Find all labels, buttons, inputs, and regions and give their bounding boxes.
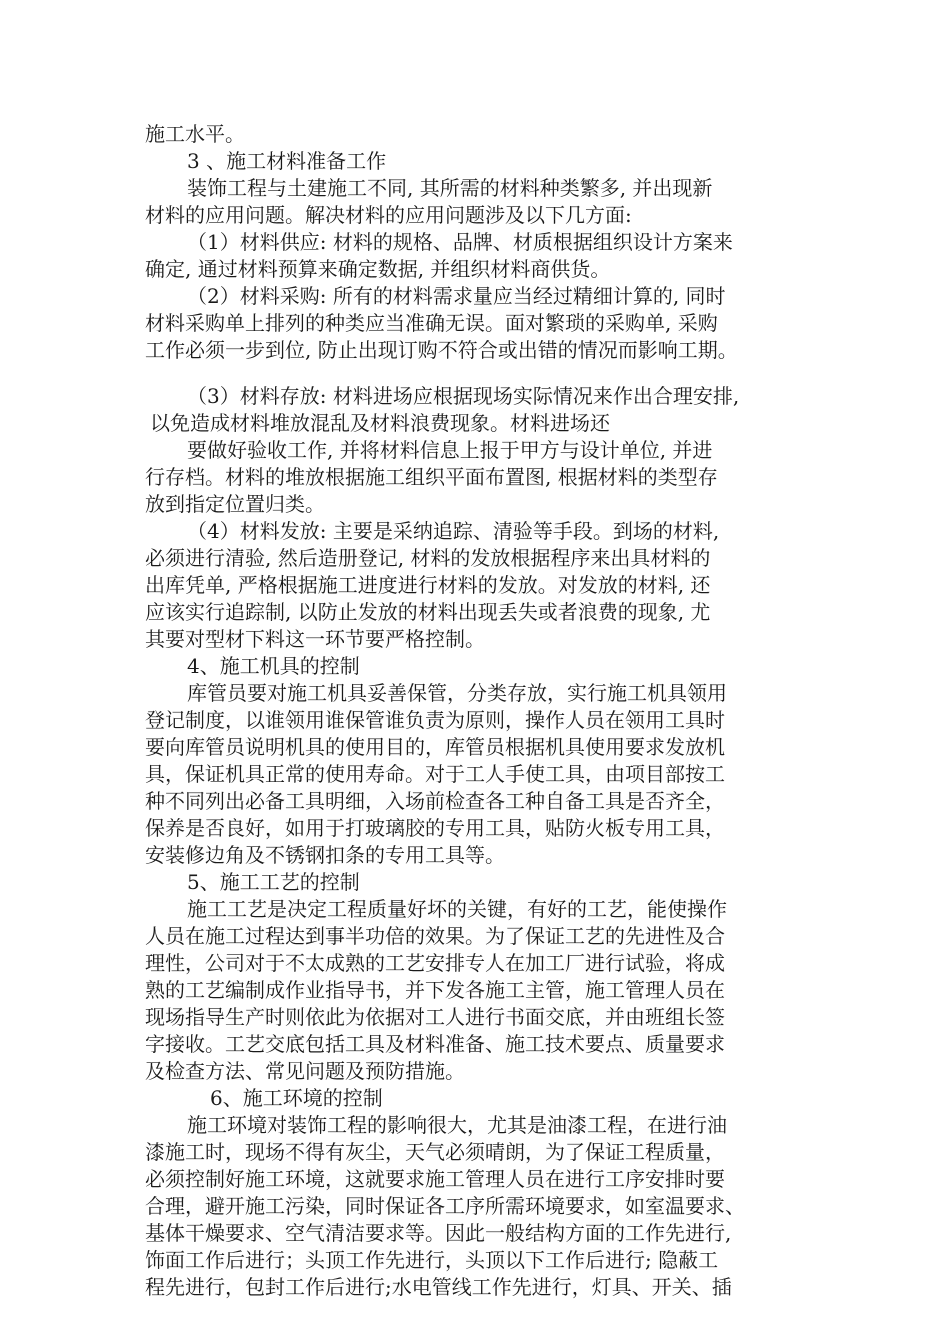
section-heading: 3 、施工材料准备工作 (187, 149, 387, 173)
text-line: 必须进行清验, 然后造册登记, 材料的发放根据程序来出具材料的 (145, 546, 711, 570)
text-line: 饰面工作后进行；头顶工作先进行，头顶以下工作后进行; 隐蔽工 (145, 1248, 719, 1272)
text-line: 确定, 通过材料预算来确定数据, 并组织材料商供货。 (145, 257, 611, 281)
text-line: 施工工艺是决定工程质量好坏的关键，有好的工艺，能使操作 (187, 897, 727, 921)
text-line: 要做好验收工作, 并将材料信息上报于甲方与设计单位, 并进 (187, 438, 713, 462)
text-line: 要向库管员说明机具的使用目的，库管员根据机具使用要求发放机 (145, 735, 725, 759)
text-line: 装饰工程与土建施工不同, 其所需的材料种类繁多, 并出现新 (187, 176, 713, 200)
text-line: 漆施工时，现场不得有灰尘，天气必须晴朗，为了保证工程质量， (145, 1140, 725, 1164)
text-line: 必须控制好施工环境，这就要求施工管理人员在进行工序安排时要 (145, 1167, 725, 1191)
text-line: 其要对型材下料这一环节要严格控制。 (145, 627, 485, 651)
text-line: 合理，避开施工污染，同时保证各工序所需环境要求，如室温要求、 (145, 1194, 745, 1218)
text-line: 应该实行追踪制, 以防止发放的材料出现丢失或者浪费的现象, 尤 (145, 600, 711, 624)
text-line: 具，保证机具正常的使用寿命。对于工人手使工具，由项目部按工 (145, 762, 725, 786)
text-line: 出库凭单, 严格根据施工进度进行材料的发放。对发放的材料, 还 (145, 573, 711, 597)
text-line: 材料的应用问题。解决材料的应用问题涉及以下几方面: (145, 203, 632, 227)
section-heading: 4、施工机具的控制 (187, 654, 360, 678)
text-line: 熟的工艺编制成作业指导书，并下发各施工主管，施工管理人员在 (145, 978, 725, 1002)
text-line: （1）材料供应: 材料的规格、品牌、材质根据组织设计方案来 (187, 230, 733, 254)
text-line: 施工水平。 (145, 122, 245, 146)
text-line: 种不同列出必备工具明细，入场前检查各工种自备工具是否齐全， (145, 789, 725, 813)
text-line: 字接收。工艺交底包括工具及材料准备、施工技术要点、质量要求 (145, 1032, 725, 1056)
text-line: 保养是否良好，如用于打玻璃胶的专用工具，贴防火板专用工具， (145, 816, 725, 840)
text-line: 及检查方法、常见问题及预防措施。 (145, 1059, 465, 1083)
text-line: （3）材料存放: 材料进场应根据现场实际情况来作出合理安排, (187, 384, 740, 408)
text-line: 工作必须一步到位, 防止出现订购不符合或出错的情况而影响工期。 (145, 338, 738, 362)
text-line: 施工环境对装饰工程的影响很大，尤其是油漆工程，在进行油 (187, 1113, 727, 1137)
text-line: 程先进行，包封工作后进行;水电管线工作先进行，灯具、开关、插 (145, 1275, 732, 1299)
text-line: 登记制度，以谁领用谁保管谁负责为原则，操作人员在领用工具时 (145, 708, 725, 732)
text-line: （2）材料采购: 所有的材料需求量应当经过精细计算的, 同时 (187, 284, 726, 308)
text-line: 理性，公司对于不太成熟的工艺安排专人在加工厂进行试验，将成 (145, 951, 725, 975)
text-line: 基体干燥要求、空气清洁要求等。因此一般结构方面的工作先进行, (145, 1221, 732, 1245)
text-line: 安装修边角及不锈钢扣条的专用工具等。 (145, 843, 505, 867)
text-line: 库管员要对施工机具妥善保管，分类存放，实行施工机具领用 (187, 681, 727, 705)
text-line: 行存档。材料的堆放根据施工组织平面布置图, 根据材料的类型存 (145, 465, 718, 489)
section-heading: 5、施工工艺的控制 (187, 870, 360, 894)
text-line: 材料采购单上排列的种类应当准确无误。面对繁琐的采购单, 采购 (145, 311, 718, 335)
text-line: 放到指定位置归类。 (145, 492, 325, 516)
text-line: 人员在施工过程达到事半功倍的效果。为了保证工艺的先进性及合 (145, 924, 725, 948)
text-line: （4）材料发放: 主要是采纳追踪、清验等手段。到场的材料, (187, 519, 720, 543)
text-line: 现场指导生产时则依此为依据对工人进行书面交底，并由班组长签 (145, 1005, 725, 1029)
text-line: 以免造成材料堆放混乱及材料浪费现象。材料进场还 (150, 411, 610, 435)
section-heading: 6、施工环境的控制 (210, 1086, 383, 1110)
